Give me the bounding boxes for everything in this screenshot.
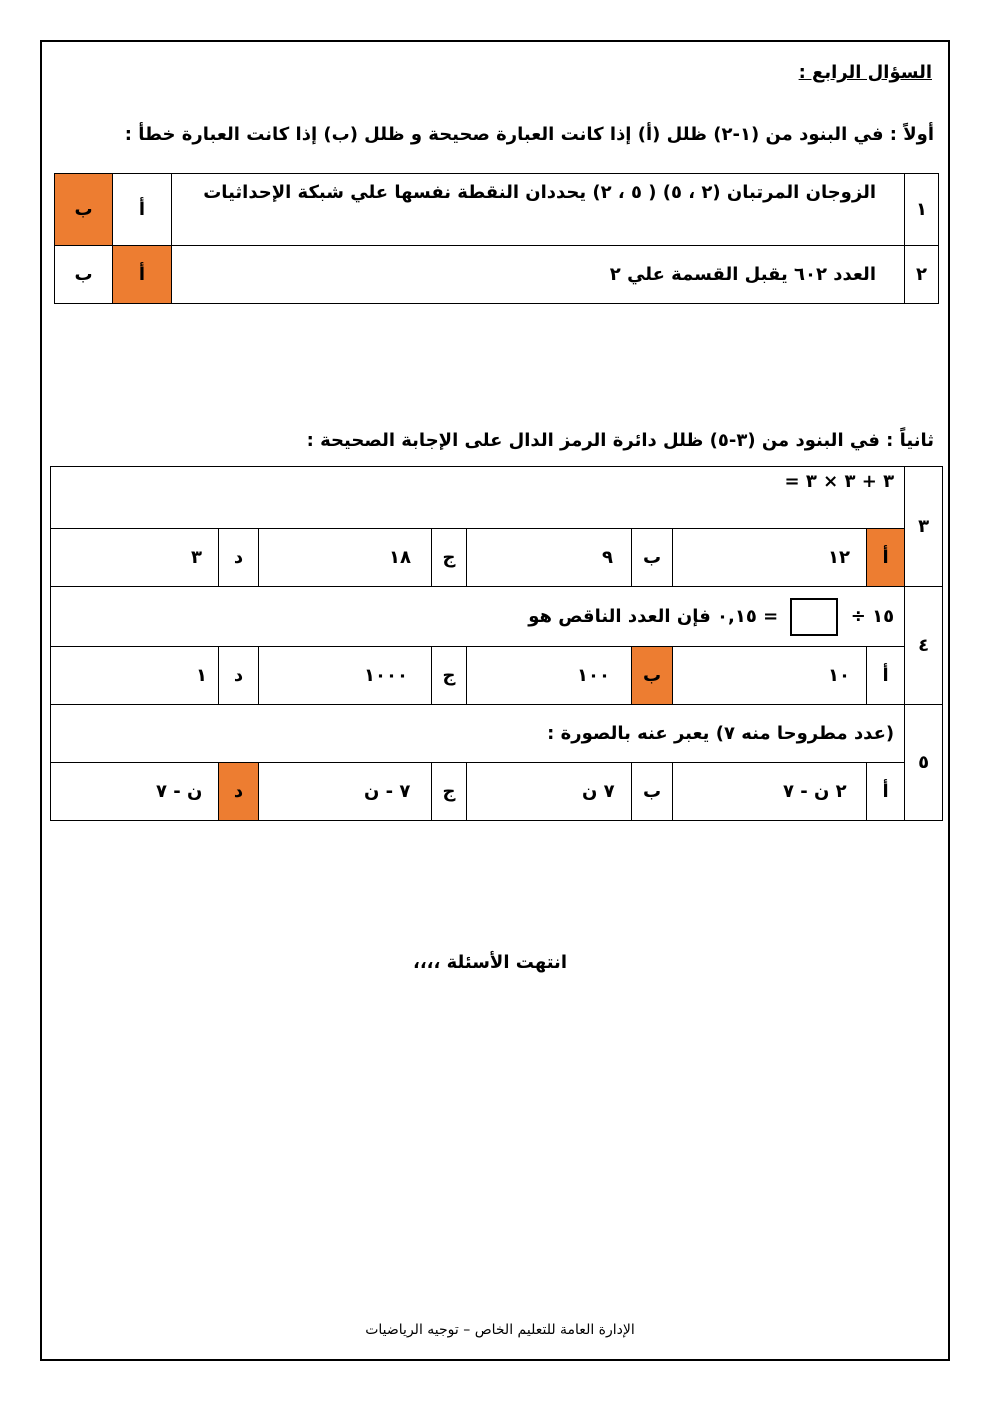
option-d-value: ١ [51, 647, 219, 705]
option-d-shaded[interactable]: د [219, 763, 259, 821]
mc-item-4-options-row [51, 647, 943, 705]
item-3-stem: ٣ + ٣ × ٣ = [51, 467, 905, 529]
missing-number-box[interactable] [790, 598, 838, 636]
statement-text: الزوجان المرتبان (٢ ، ٥) ( ٥ ، ٢) يحددان النقطة نفسها علي شبكة الإحداثيات [172, 174, 905, 246]
option-a[interactable]: أ [867, 763, 905, 821]
footer-text: الإدارة العامة للتعليم الخاص – توجيه الرياضيات [365, 1322, 635, 1338]
option-a-shaded[interactable]: أ [867, 529, 905, 587]
mc-item-4-stem-row [51, 587, 943, 647]
item-number: ٢ [905, 246, 939, 304]
option-c-value: ١٠٠٠ [259, 647, 432, 705]
option-b-shaded[interactable]: ب [632, 647, 673, 705]
question-title: السؤال الرابع : [798, 62, 932, 83]
option-d-value: ٣ [51, 529, 219, 587]
tf-row-1 [55, 174, 939, 246]
option-a-value: ١٢ [673, 529, 867, 587]
option-d[interactable]: د [219, 647, 259, 705]
option-b-shaded[interactable]: ب [55, 174, 113, 246]
option-a[interactable]: أ [867, 647, 905, 705]
true-false-table [54, 173, 939, 304]
option-c[interactable]: ج [432, 763, 467, 821]
statement-text: العدد ٦٠٢ يقبل القسمة علي ٢ [172, 246, 905, 304]
option-a-value: ٢ ن - ٧ [673, 763, 867, 821]
option-b[interactable]: ب [55, 246, 113, 304]
option-b-value: ١٠٠ [467, 647, 632, 705]
mc-item-3-options-row [51, 529, 943, 587]
part1-instruction: أولاً : في البنود من (١-٢) ظلل (أ) إذا كانت العبارة صحيحة و ظلل (ب) إذا كانت العبارة خطأ : [124, 124, 934, 145]
part2-instruction: ثانياً : في البنود من (٣-٥) ظلل دائرة الرمز الدال على الإجابة الصحيحة : [306, 430, 934, 451]
item-4-stem [51, 587, 905, 647]
item-number: ٣ [905, 467, 943, 587]
option-c-value: ٧ - ن [259, 763, 432, 821]
stem-suffix: ٠,١٥ فإن العدد الناقص هو [528, 605, 757, 627]
option-a-shaded[interactable]: أ [113, 246, 172, 304]
mc-item-5-options-row [51, 763, 943, 821]
option-a[interactable]: أ [113, 174, 172, 246]
end-of-questions: انتهت الأسئلة ،،،، [413, 952, 567, 973]
option-b-value: ٧ ن [467, 763, 632, 821]
option-c-value: ١٨ [259, 529, 432, 587]
item-number: ٤ [905, 587, 943, 705]
item-number: ١ [905, 174, 939, 246]
multiple-choice-table [50, 466, 943, 821]
option-b-value: ٩ [467, 529, 632, 587]
option-a-value: ١٠ [673, 647, 867, 705]
option-d[interactable]: د [219, 529, 259, 587]
option-b[interactable]: ب [632, 529, 673, 587]
option-c[interactable]: ج [432, 529, 467, 587]
tf-row-2 [55, 246, 939, 304]
item-number: ٥ [905, 705, 943, 821]
stem-prefix: ١٥ ÷ [850, 605, 895, 627]
option-c[interactable]: ج [432, 647, 467, 705]
mc-item-5-stem-row [51, 705, 943, 763]
option-d-value: ن - ٧ [51, 763, 219, 821]
option-b[interactable]: ب [632, 763, 673, 821]
item-5-stem: (عدد مطروحا منه ٧) يعبر عنه بالصورة : [51, 705, 905, 763]
mc-item-3-stem-row [51, 467, 943, 529]
stem-equals: = [763, 605, 779, 627]
